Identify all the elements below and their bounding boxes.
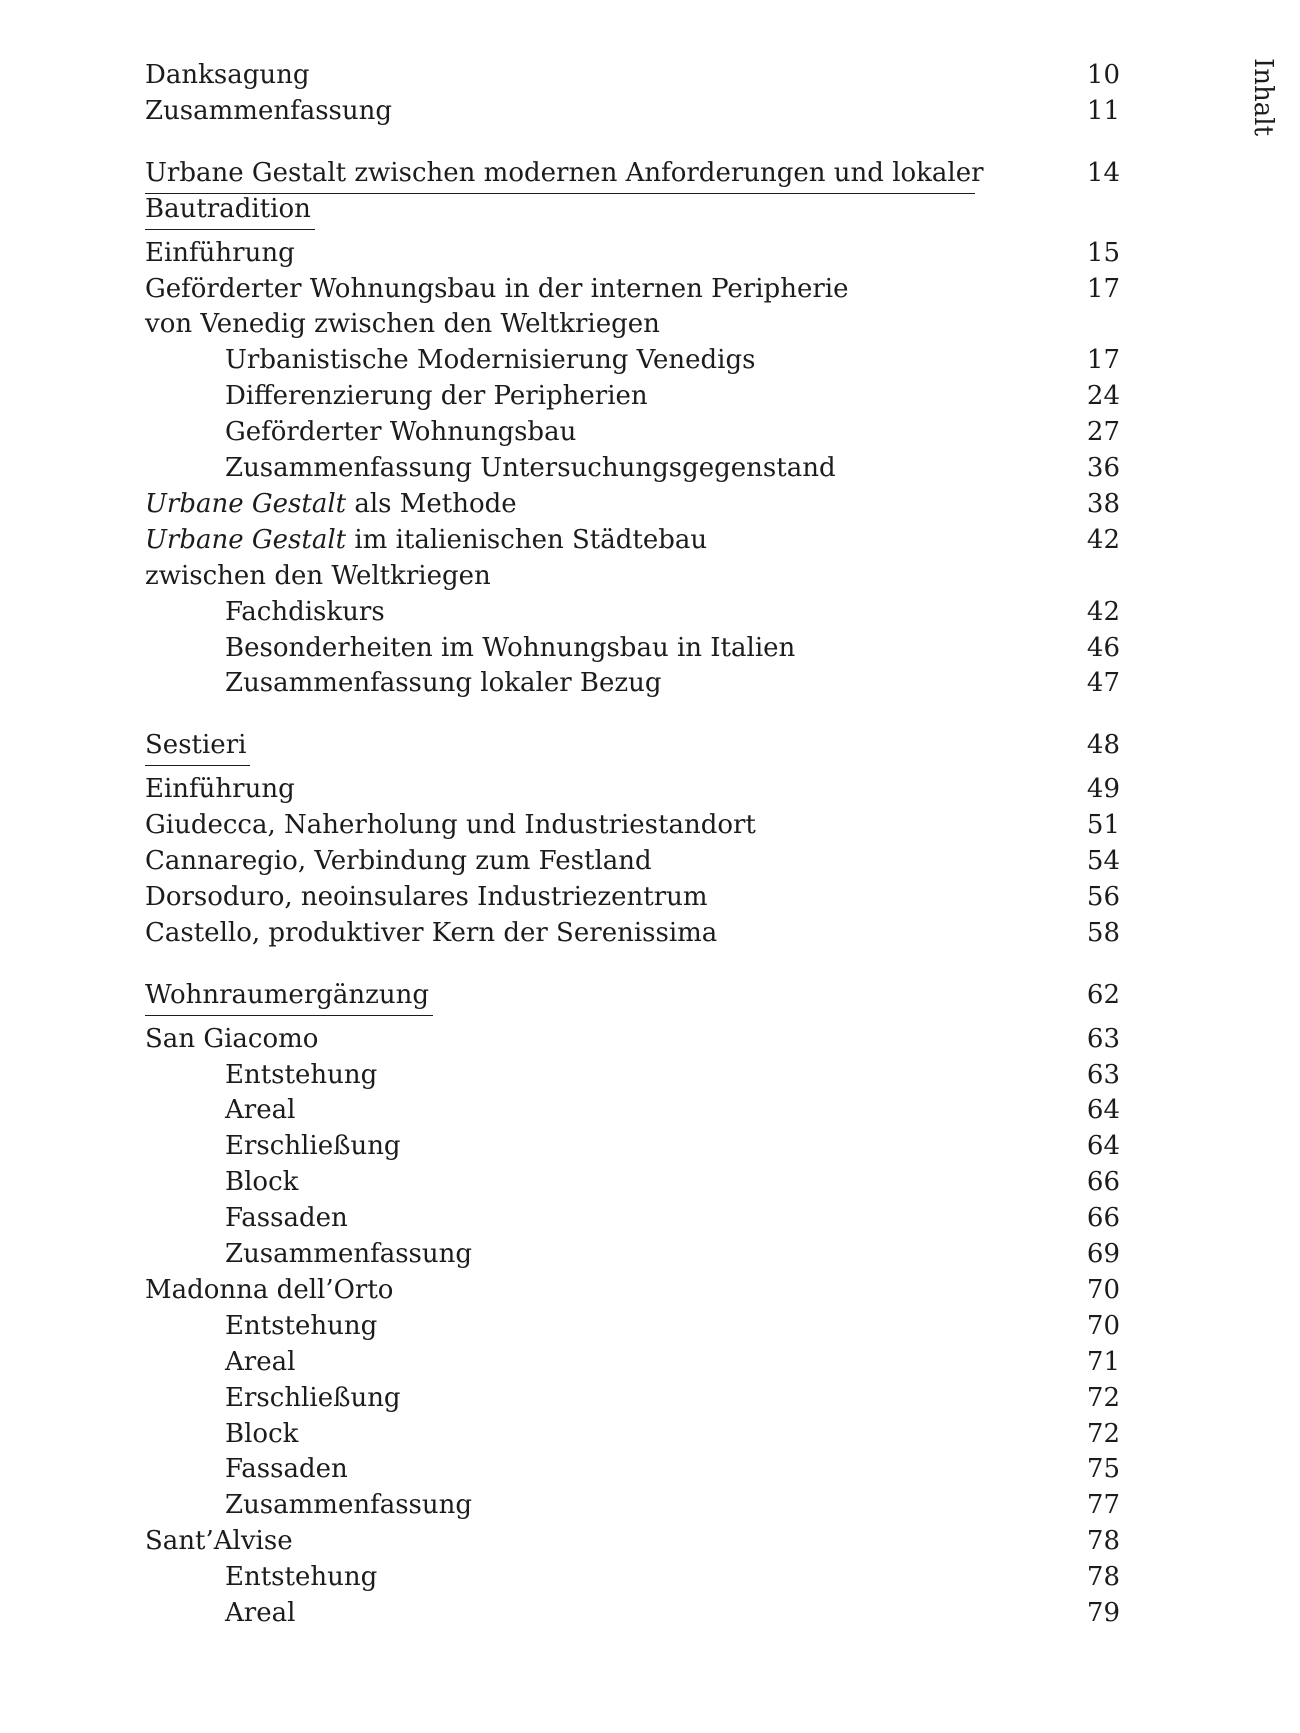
toc-page-number: 66 — [1086, 1203, 1120, 1234]
toc-page-number: 72 — [1086, 1382, 1120, 1413]
toc-entry — [145, 1559, 1120, 1595]
toc-entry-title: Dorsoduro, neoinsulares Industriezentrum — [145, 881, 708, 912]
toc-entry-title: Block — [225, 1167, 299, 1198]
toc-entry-title: Urbane Gestalt zwischen modernen Anforderungen und lokaler — [145, 157, 984, 188]
toc-entry — [145, 450, 1120, 486]
toc-entry-title-rest: als Methode — [354, 488, 517, 519]
toc-entry-title: Einführung — [145, 774, 295, 805]
toc-entry — [145, 378, 1120, 414]
toc-entry-title: Zusammenfassung — [225, 1490, 473, 1521]
toc-entry — [145, 486, 1120, 522]
toc-page-number: 58 — [1086, 917, 1120, 948]
toc-page-number: 17 — [1086, 345, 1120, 376]
toc-entry — [145, 235, 1120, 271]
toc-page-number: 51 — [1086, 810, 1120, 841]
toc-entry-title — [145, 525, 707, 555]
toc-page-number: 56 — [1086, 881, 1120, 912]
toc-page-number: 62 — [1086, 979, 1120, 1010]
toc-entry-title: Cannaregio, Verbindung zum Festland — [145, 846, 652, 876]
toc-entry — [145, 1344, 1120, 1380]
toc-entry-title-italic: Urbane Gestalt — [145, 488, 347, 519]
toc-entry — [145, 271, 1120, 307]
toc-entry-title-italic: Urbane Gestalt — [145, 524, 347, 555]
toc-entry-title: Erschließung — [225, 1131, 401, 1162]
toc-page-number: 72 — [1086, 1418, 1120, 1449]
toc-entry — [145, 1451, 1120, 1487]
toc-entry-title: Zusammenfassung Untersuchungsgegenstand — [225, 453, 836, 483]
toc-entry — [145, 1021, 1120, 1057]
toc-entry-title: Zusammenfassung — [225, 1239, 473, 1269]
toc-page-number: 71 — [1086, 1346, 1120, 1377]
toc-entry-title: Areal — [225, 1598, 296, 1628]
toc-entry — [145, 558, 1120, 594]
toc-page-number: 10 — [1086, 60, 1120, 90]
toc-entry — [145, 1487, 1120, 1523]
toc-entry — [145, 594, 1120, 630]
toc-page-number: 64 — [1086, 1131, 1120, 1162]
toc-entry-title: Einführung — [145, 237, 295, 268]
toc-entry — [145, 1308, 1120, 1344]
toc-entry-title: Fassaden — [225, 1454, 348, 1485]
toc-entry-title: Zusammenfassung — [145, 95, 393, 126]
heading-underline — [145, 1015, 433, 1016]
toc-entry — [145, 1380, 1120, 1416]
toc-entry-title: San Giacomo — [145, 1023, 319, 1054]
toc-page-number: 64 — [1086, 1095, 1120, 1126]
toc-entry-title: Sant’Alvise — [145, 1526, 293, 1557]
toc-page-number: 49 — [1086, 774, 1120, 805]
toc-page-number: 77 — [1086, 1490, 1120, 1521]
toc-entry-title: Besonderheiten im Wohnungsbau in Italien — [225, 632, 796, 663]
toc-entry-title: Erschließung — [225, 1382, 401, 1413]
toc-entry-title: Bautradition — [145, 193, 311, 224]
toc-entry — [145, 1164, 1120, 1200]
toc-entry-title — [145, 489, 517, 519]
toc-entry — [145, 1236, 1120, 1272]
toc-entry — [145, 93, 1120, 129]
toc-entry — [145, 1523, 1120, 1559]
toc-page-number: 38 — [1086, 488, 1120, 519]
toc-entry-title: von Venedig zwischen den Weltkriegen — [145, 309, 660, 340]
toc-page-number: 47 — [1086, 668, 1120, 699]
toc-page-number: 14 — [1086, 157, 1120, 188]
toc-entry — [145, 1200, 1120, 1236]
toc-entry-title: Areal — [225, 1095, 296, 1126]
toc-page-number: 17 — [1086, 273, 1120, 304]
toc-page-number: 24 — [1086, 381, 1120, 412]
toc-entry-title: Areal — [225, 1346, 296, 1377]
toc-entry-title: Entstehung — [225, 1059, 378, 1090]
toc-section-heading — [145, 727, 1120, 763]
toc-entry-title: Madonna dell’Orto — [145, 1274, 394, 1305]
toc-page-number: 36 — [1086, 453, 1120, 483]
toc-page-number: 54 — [1086, 846, 1120, 876]
toc-entry — [145, 414, 1120, 450]
toc-entry-title: Castello, produktiver Kern der Serenissima — [145, 917, 718, 948]
toc-entry-title: Fassaden — [225, 1203, 348, 1234]
toc-entry — [145, 1416, 1120, 1452]
toc-entry-title: Wohnraumergänzung — [145, 979, 429, 1010]
toc-page-number: 78 — [1086, 1526, 1120, 1557]
toc-page-number: 66 — [1086, 1167, 1120, 1198]
toc-section-heading — [145, 191, 1120, 227]
toc-section-heading — [145, 977, 1120, 1013]
toc-entry-title: Fachdiskurs — [225, 596, 385, 627]
toc-page-number: 42 — [1086, 524, 1120, 555]
toc-page-number: 48 — [1086, 730, 1120, 761]
toc-entry — [145, 1128, 1120, 1164]
toc-page-number: 63 — [1086, 1059, 1120, 1090]
toc-page-number: 42 — [1086, 596, 1120, 627]
toc-entry — [145, 1092, 1120, 1128]
toc-entry — [145, 843, 1120, 879]
toc-entry-title: Differenzierung der Peripherien — [225, 381, 648, 412]
toc-entry — [145, 1057, 1120, 1093]
toc-page-number: 70 — [1086, 1274, 1120, 1305]
toc-page-number: 78 — [1086, 1562, 1120, 1593]
toc-entry-title: Entstehung — [225, 1310, 378, 1341]
toc-section-heading — [145, 155, 1120, 191]
toc-entry — [145, 1272, 1120, 1308]
toc-entry — [145, 807, 1120, 843]
toc-page-number: 27 — [1086, 417, 1120, 448]
toc-entry-title: Geförderter Wohnungsbau — [225, 417, 577, 448]
toc-entry-title: Geförderter Wohnungsbau in der internen Peripherie — [145, 273, 849, 304]
toc-page-number: 69 — [1086, 1239, 1120, 1269]
heading-underline — [145, 765, 250, 766]
toc-entry-title: Urbanistische Modernisierung Venedigs — [225, 345, 756, 376]
toc-entry-title: Sestieri — [145, 730, 247, 761]
section-label-inhalt: Inhalt — [1248, 58, 1278, 137]
toc-entry-title: Block — [225, 1418, 299, 1449]
toc-page-number: 79 — [1086, 1598, 1120, 1628]
toc-entry-title: Entstehung — [225, 1562, 378, 1593]
toc-page-number: 70 — [1086, 1310, 1120, 1341]
toc-entry — [145, 915, 1120, 951]
toc-entry — [145, 306, 1120, 342]
heading-underline — [145, 229, 315, 230]
toc-entry — [145, 630, 1120, 666]
toc-page-number: 46 — [1086, 632, 1120, 663]
toc-entry — [145, 771, 1120, 807]
toc-entry — [145, 665, 1120, 701]
toc-entry — [145, 879, 1120, 915]
toc-entry — [145, 342, 1120, 378]
toc-entry-title: zwischen den Weltkriegen — [145, 560, 491, 591]
toc-page-number: 11 — [1086, 95, 1120, 126]
toc-entry-title-rest: im italienischen Städtebau — [354, 524, 708, 555]
toc-entry-title: Zusammenfassung lokaler Bezug — [225, 668, 662, 699]
toc-entry-title: Giudecca, Naherholung und Industriestandort — [145, 810, 756, 841]
toc-entry — [145, 57, 1120, 93]
toc-entry — [145, 522, 1120, 558]
toc-entry-title: Danksagung — [145, 60, 310, 90]
toc-entry — [145, 1595, 1120, 1631]
toc-page-number: 15 — [1086, 237, 1120, 268]
toc-page-number: 75 — [1086, 1454, 1120, 1485]
toc-page-number: 63 — [1086, 1023, 1120, 1054]
